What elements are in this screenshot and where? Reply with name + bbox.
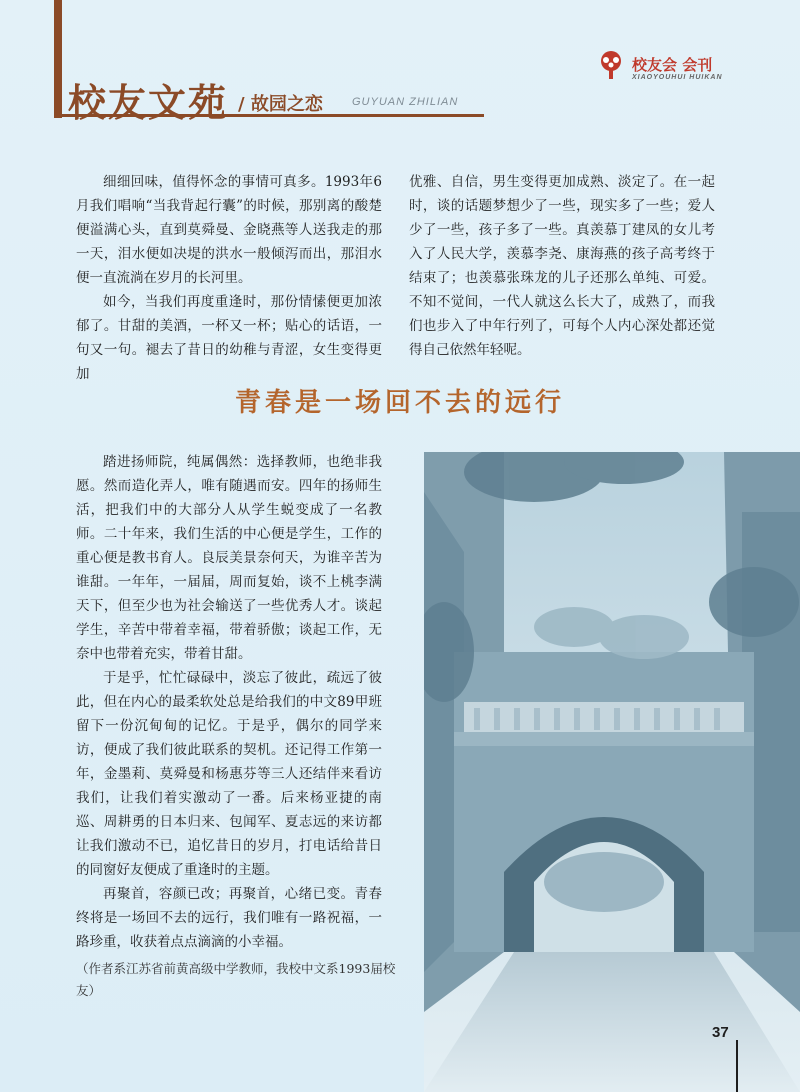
paragraph: 如今，当我们再度重逢时，那份情愫便更加浓郁了。甘甜的美酒，一杯又一杯；贴心的话语，一句又一句。褪去了昔日的幼稚与青涩，女生变得更加 [76, 294, 382, 382]
author-byline: （作者系江苏省前黄高级中学教师，我校中文系1993届校友） [76, 961, 396, 998]
paragraph: 优雅、自信，男生变得更加成熟、淡定了。在一起时，谈的话题梦想少了一些，现实多了一些；爱人少了一些，孩子多了一些。真羡慕丁建凤的女儿考入了人民大学，羡慕李尧、康海燕的孩子高考终于结束了；也羡慕张珠龙的儿子还那么单纯、可爱。不知不觉间，一代人就这么长大了，成熟了，而我们也步入了中年行列了，可每个人内心深处都还觉得自己依然年轻呢。 [409, 174, 715, 358]
page-number-rule [736, 1040, 738, 1092]
page-number: 37 [712, 1024, 729, 1041]
brand-name: 校友会 会刊 [632, 56, 713, 74]
section-subtitle: / 故园之恋 [238, 94, 323, 115]
paragraph: 细细回味，值得怀念的事情可真多。1993年6月我们唱响“当我背起行囊”的时候，那别离的酸楚便溢满心头，直到莫舜曼、金晓燕等人送我走的那一天，泪水便如决堤的洪水一般倾泻而出，那泪水便一直流淌在岁月的长河里。 [76, 174, 382, 286]
paragraph: 踏进扬师院，纯属偶然：选择教师，也绝非我愿。然而造化弄人，唯有随遇而安。四年的扬师生活，把我们中的大部分人从学生蜕变成了一名教师。二十年来，我们生活的中心便是学生，工作的重心便是教书育人。良辰美景奈何天，为谁辛苦为谁甜。一年年，一届届，周而复始，谈不上桃李满天下，但至少也为社会输送了一些优秀人才。谈起学生，辛苦中带着幸福，带着骄傲；谈起工作，无奈中也带着充实，带着甘甜。 [76, 454, 382, 662]
essay-title: 青春是一场回不去的远行 [234, 388, 565, 418]
tree-logo-icon [596, 50, 626, 80]
header-vertical-bar [54, 0, 62, 118]
section-subtitle-latin: GUYUAN ZHILIAN [352, 96, 459, 108]
top-right-column [409, 170, 715, 362]
journal-brand [596, 50, 776, 86]
paragraph: 于是乎，忙忙碌碌中，淡忘了彼此，疏远了彼此，但在内心的最柔软处总是给我们的中文89甲班留下一份沉甸甸的记忆。于是乎，偶尔的同学来访，便成了我们彼此联系的契机。还记得工作第一年，金墨莉、莫舜曼和杨惠芬等三人还结伴来看访我们，让我们着实激动了一番。后来杨亚捷的南巡、周耕勇的日本归来、包闻军、夏志远的来访都让我们激动不已，追忆昔日的岁月，打电话给昔日的同窗好友便成了重逢时的主题。 [76, 670, 382, 878]
main-column [76, 450, 382, 954]
campus-archway-photo [424, 452, 800, 1092]
section-title: 校友文苑 [68, 81, 229, 125]
brand-latin: XIAOYOUHUI HUIKAN [632, 74, 723, 81]
top-left-column [76, 170, 382, 386]
paragraph: 再聚首，容颜已改；再聚首，心绪已变。青春终将是一场回不去的远行，我们唯有一路祝福，一路珍重，收获着点点滴滴的小幸福。 [76, 886, 382, 950]
